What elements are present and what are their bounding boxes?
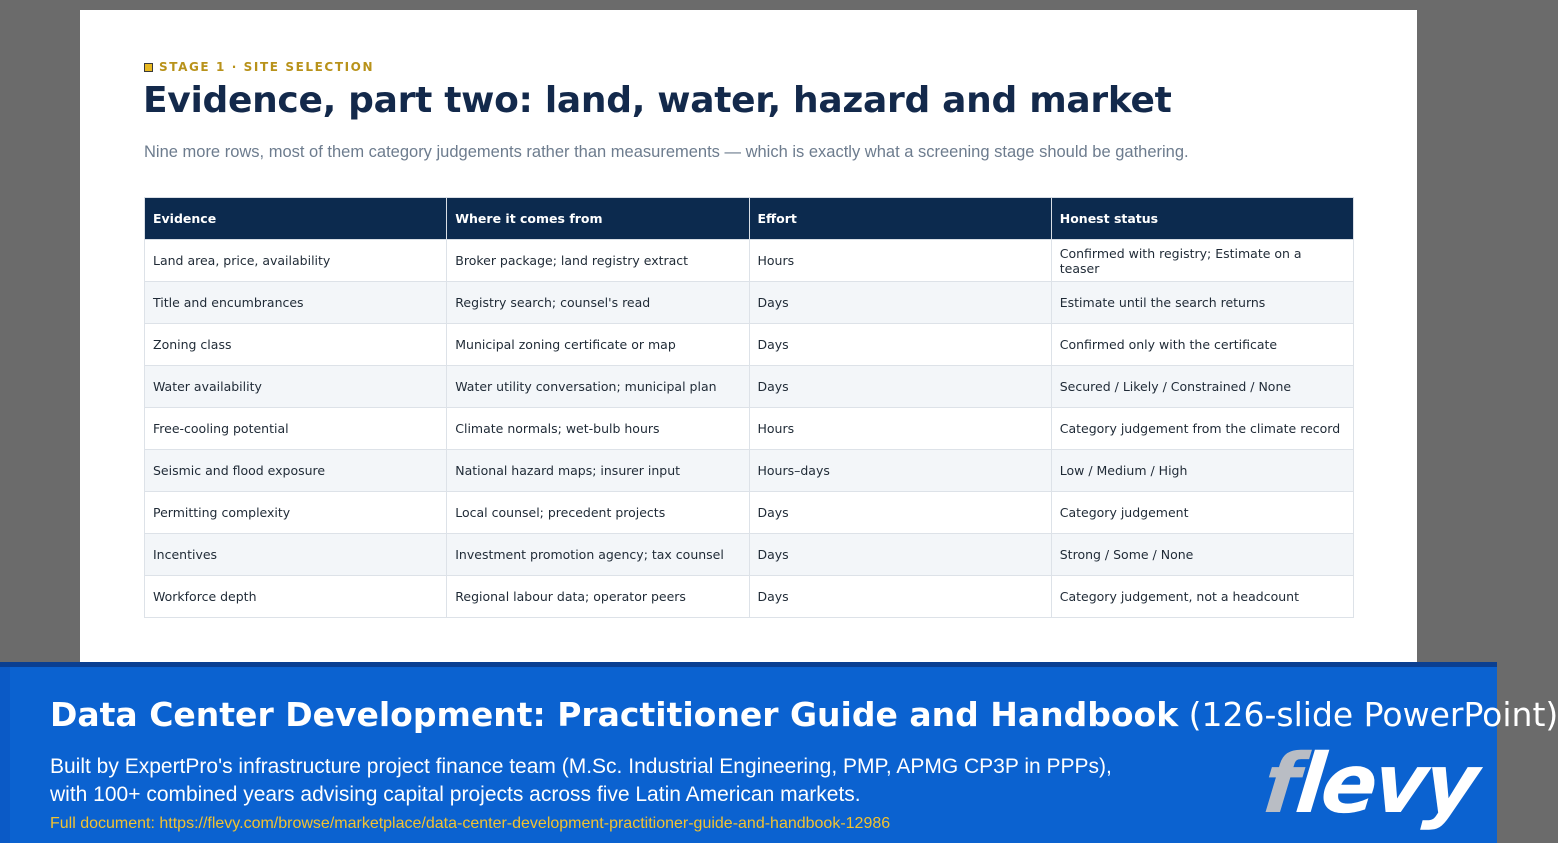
banner-description: Built by ExpertPro's infrastructure project finance team (M.Sc. Industrial Engineering, PMP, APMG CP3P in PPPs), with 100+ combined years advising capital projects across five Latin American markets. (50, 755, 1112, 806)
cell-status: Low / Medium / High (1051, 450, 1353, 492)
evidence-table (144, 197, 1354, 618)
table-row (145, 450, 1354, 492)
header-source: Where it comes from (447, 198, 749, 240)
eyebrow-label: STAGE 1 · SITE SELECTION (159, 60, 375, 74)
banner-title-main: Data Center Development: Practitioner Guide and Handbook (50, 695, 1179, 734)
cell-status: Confirmed only with the certificate (1051, 324, 1353, 366)
cell-effort: Days (749, 366, 1051, 408)
table-row (145, 366, 1354, 408)
cell-evidence: Incentives (145, 534, 447, 576)
header-status: Honest status (1051, 198, 1353, 240)
cell-evidence: Workforce depth (145, 576, 447, 618)
cell-source: Municipal zoning certificate or map (447, 324, 749, 366)
header-effort: Effort (749, 198, 1051, 240)
cell-effort: Days (749, 534, 1051, 576)
table-row (145, 576, 1354, 618)
flevy-logo[interactable]: flevy (1258, 737, 1480, 832)
cell-status: Estimate until the search returns (1051, 282, 1353, 324)
banner-title (50, 695, 1558, 734)
cell-evidence: Title and encumbrances (145, 282, 447, 324)
cell-effort: Hours (749, 240, 1051, 282)
cell-effort: Hours–days (749, 450, 1051, 492)
header-evidence: Evidence (145, 198, 447, 240)
table-row (145, 240, 1354, 282)
table-row (145, 282, 1354, 324)
stage-eyebrow (144, 60, 374, 74)
cell-status: Category judgement from the climate record (1051, 408, 1353, 450)
square-bullet-icon (144, 63, 153, 72)
cell-source: Local counsel; precedent projects (447, 492, 749, 534)
table-row (145, 534, 1354, 576)
cell-evidence: Zoning class (145, 324, 447, 366)
cell-evidence: Land area, price, availability (145, 240, 447, 282)
table-row (145, 492, 1354, 534)
table-row (145, 408, 1354, 450)
cell-evidence: Water availability (145, 366, 447, 408)
cell-status: Strong / Some / None (1051, 534, 1353, 576)
cell-effort: Days (749, 324, 1051, 366)
table-row (145, 324, 1354, 366)
cell-effort: Hours (749, 408, 1051, 450)
cell-effort: Days (749, 576, 1051, 618)
slide-title: Evidence, part two: land, water, hazard and market (143, 80, 1172, 121)
cell-status: Category judgement (1051, 492, 1353, 534)
promo-banner (0, 662, 1558, 843)
slide-subtitle: Nine more rows, most of them category judgements rather than measurements — which is exactly what a screening stage should be gathering. (144, 143, 1189, 161)
banner-title-suffix: (126-slide PowerPoint) (1188, 695, 1558, 734)
cell-source: Climate normals; wet-bulb hours (447, 408, 749, 450)
cell-status: Confirmed with registry; Estimate on a teaser (1051, 240, 1353, 282)
cell-status: Secured / Likely / Constrained / None (1051, 366, 1353, 408)
cell-source: Regional labour data; operator peers (447, 576, 749, 618)
table-header-row (145, 198, 1354, 240)
document-link[interactable]: Full document: https://flevy.com/browse/marketplace/data-center-development-practitioner-guide-and-handbook-12986 (50, 815, 891, 832)
cell-evidence: Free-cooling potential (145, 408, 447, 450)
slide (80, 10, 1417, 662)
cell-effort: Days (749, 492, 1051, 534)
cell-source: Registry search; counsel's read (447, 282, 749, 324)
cell-evidence: Permitting complexity (145, 492, 447, 534)
cell-source: Investment promotion agency; tax counsel (447, 534, 749, 576)
cell-status: Category judgement, not a headcount (1051, 576, 1353, 618)
cell-source: Water utility conversation; municipal plan (447, 366, 749, 408)
cell-evidence: Seismic and flood exposure (145, 450, 447, 492)
cell-effort: Days (749, 282, 1051, 324)
cell-source: National hazard maps; insurer input (447, 450, 749, 492)
cell-source: Broker package; land registry extract (447, 240, 749, 282)
